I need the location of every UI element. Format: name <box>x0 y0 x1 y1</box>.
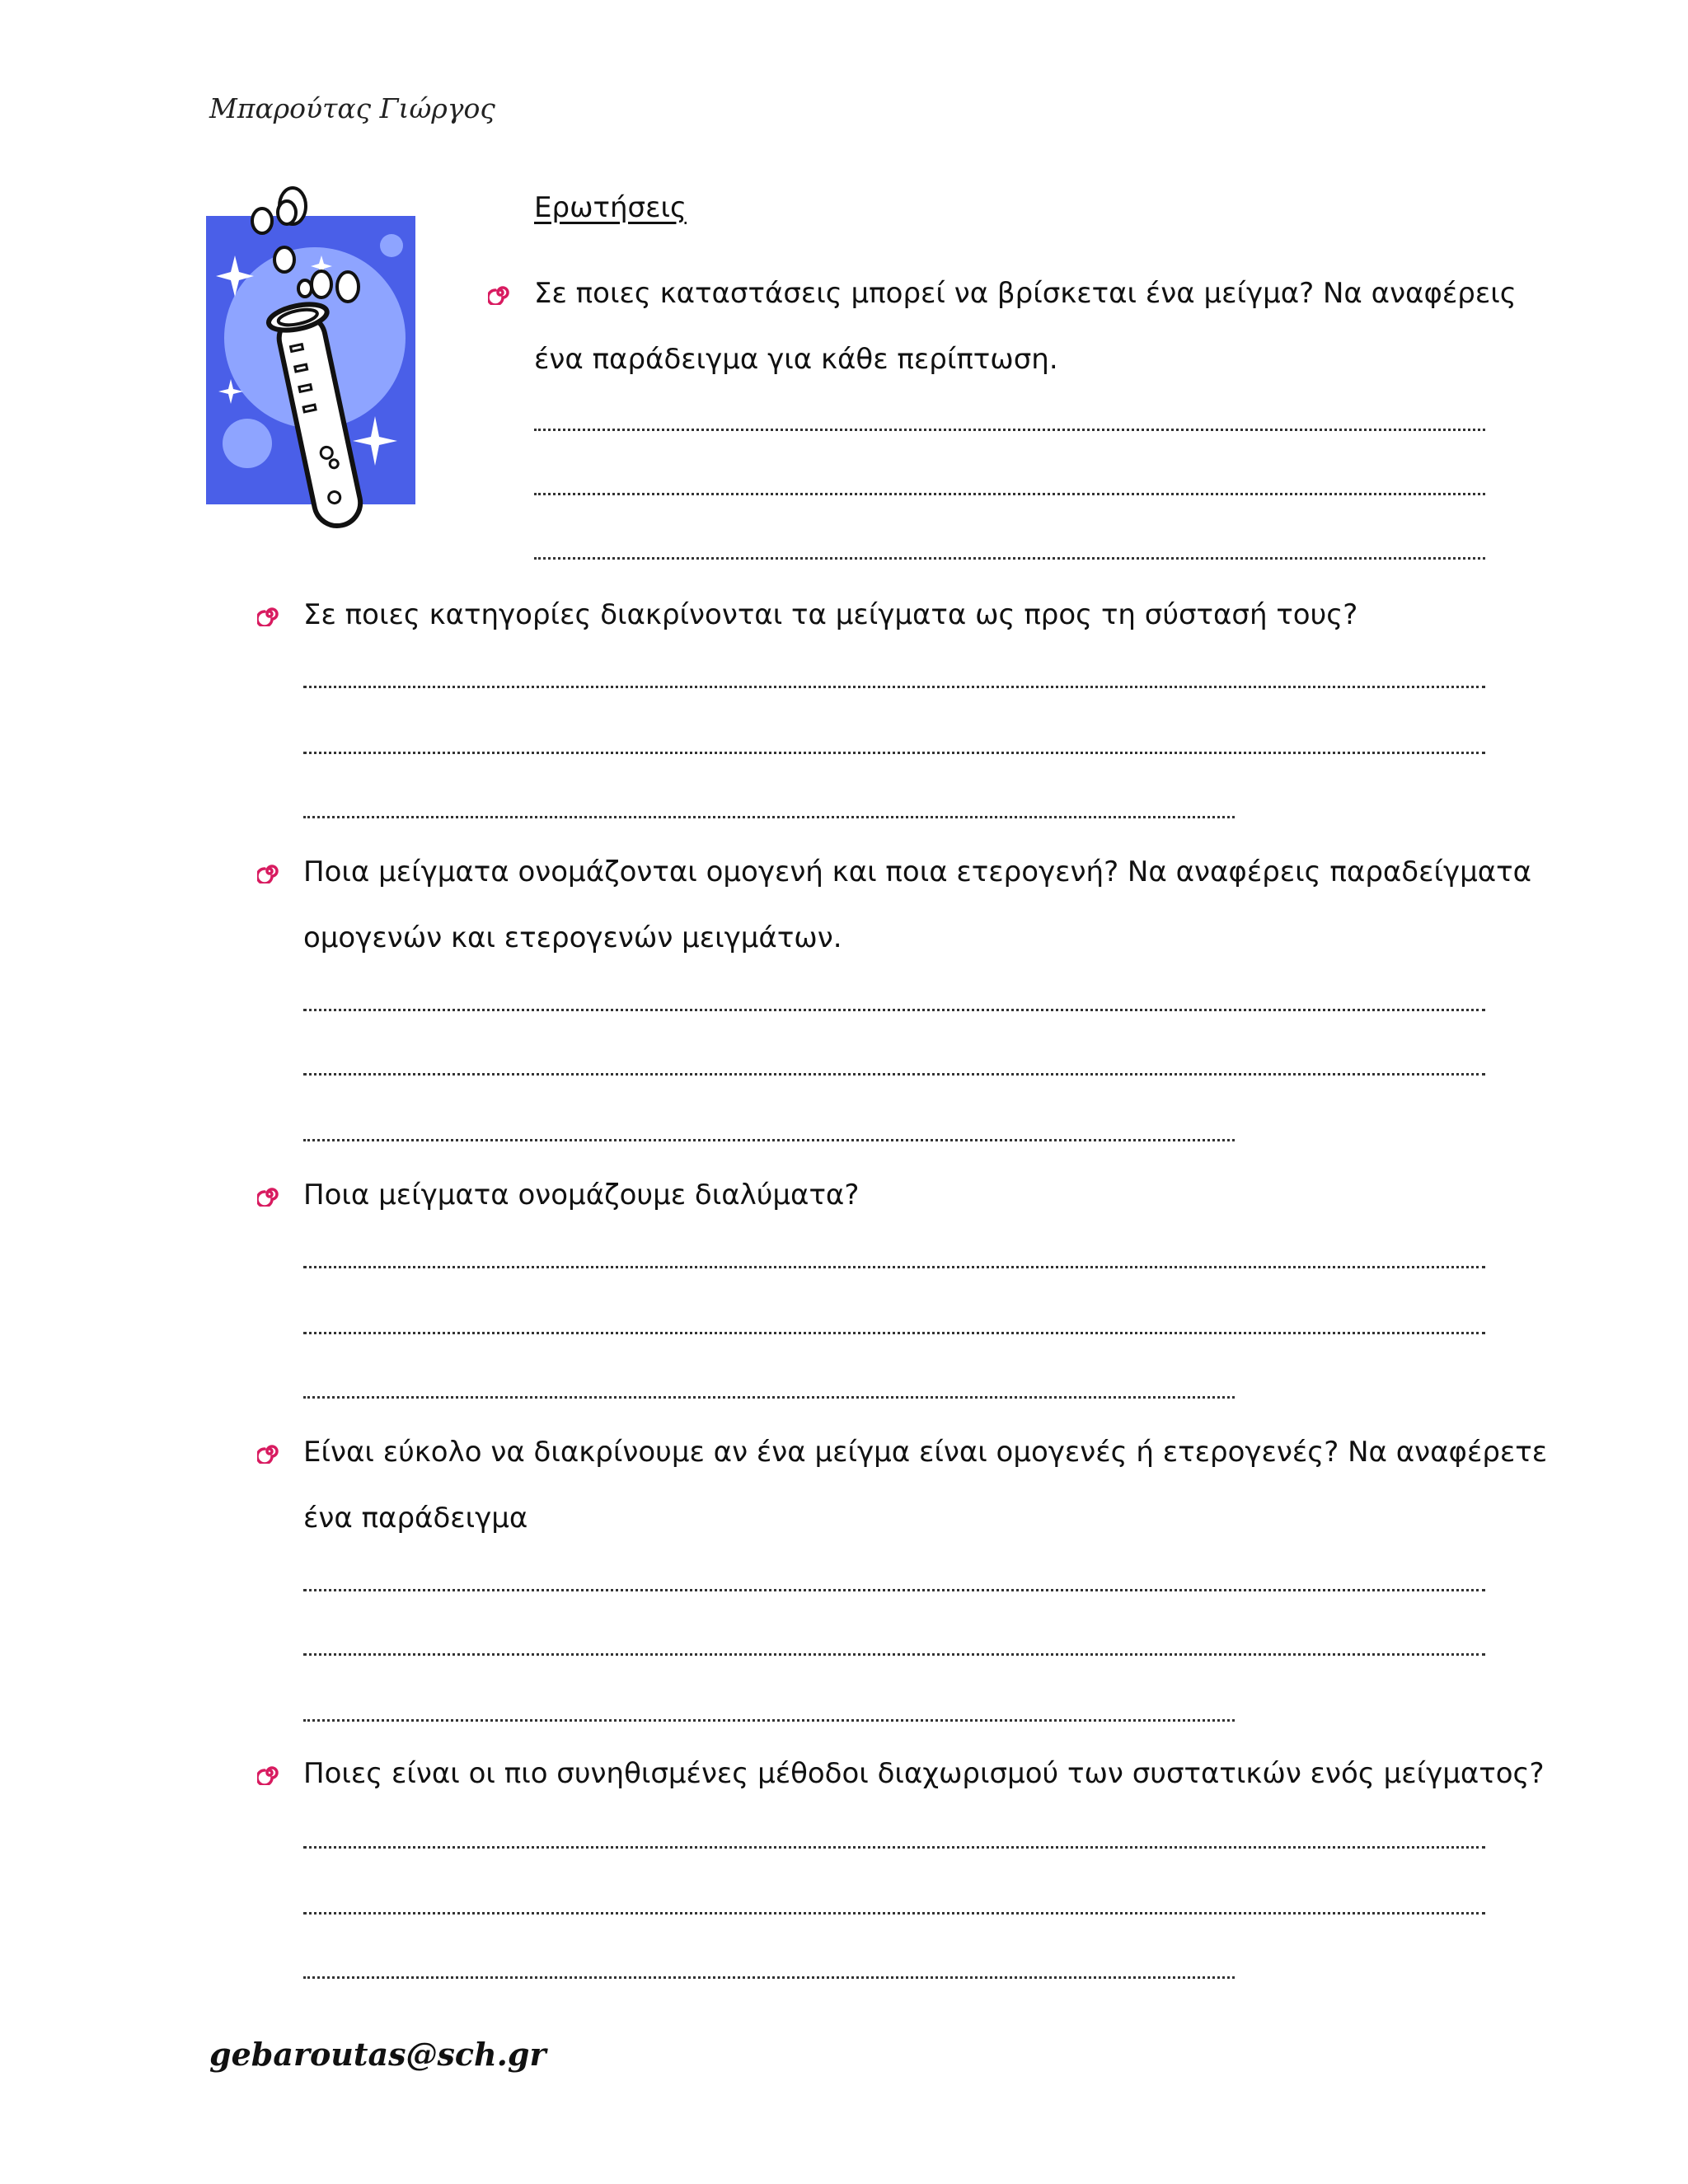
question-text-line2: ένα παράδειγμα για κάθε περίπτωση. <box>534 343 1058 376</box>
answer-line[interactable] <box>303 1719 1235 1722</box>
spiral-bullet-icon <box>257 602 282 626</box>
question-text-line2: ομογενών και ετερογενών μειγμάτων. <box>303 921 842 954</box>
question-6 <box>303 1741 1545 1807</box>
answer-line[interactable] <box>303 1332 1485 1334</box>
answer-line[interactable] <box>303 816 1235 818</box>
spiral-bullet-icon <box>257 1439 282 1464</box>
test-tube-icon <box>206 181 429 552</box>
answer-line[interactable] <box>303 1912 1485 1915</box>
answer-line[interactable] <box>303 752 1485 754</box>
answer-line[interactable] <box>534 429 1485 431</box>
answer-line[interactable] <box>303 686 1485 688</box>
answer-line[interactable] <box>303 1073 1485 1076</box>
answer-line[interactable] <box>303 1846 1485 1849</box>
spiral-bullet-icon <box>257 859 282 883</box>
answer-line[interactable] <box>534 493 1485 495</box>
question-text-line1: Είναι εύκολο να διακρίνουμε αν ένα μείγμα είναι ομογενές ή ετερογενές? Να αναφέρετε <box>303 1436 1548 1469</box>
question-2 <box>303 582 1357 648</box>
answer-line[interactable] <box>303 1266 1485 1268</box>
question-text-line1: Σε ποιες καταστάσεις μπορεί να βρίσκεται ένα μείγμα? Να αναφέρεις <box>534 277 1517 310</box>
spiral-bullet-icon <box>488 280 513 305</box>
question-text-line1: Ποια μείγματα ονομάζουμε διαλύματα? <box>303 1179 860 1212</box>
header-author: Μπαρούτας Γιώργος <box>209 92 495 124</box>
question-text-line2: ένα παράδειγμα <box>303 1502 528 1535</box>
answer-line[interactable] <box>303 1009 1485 1011</box>
question-3 <box>303 839 1531 971</box>
spiral-bullet-icon <box>257 1182 282 1207</box>
question-text-line1: Ποιες είναι οι πιο συνηθισμένες μέθοδοι διαχωρισμού των συστατικών ενός μείγματος? <box>303 1757 1545 1790</box>
section-title: Ερωτήσεις <box>534 191 687 224</box>
answer-line[interactable] <box>534 557 1485 560</box>
answer-line[interactable] <box>303 1589 1485 1591</box>
footer-email: gebaroutas@sch.gr <box>209 2036 546 2073</box>
answer-line[interactable] <box>303 1653 1485 1656</box>
question-5 <box>303 1419 1547 1551</box>
question-text-line1: Σε ποιες κατηγορίες διακρίνονται τα μείγματα ως προς τη σύστασή τους? <box>303 598 1358 631</box>
spiral-bullet-icon <box>257 1760 282 1785</box>
question-1 <box>534 260 1517 392</box>
question-text-line1: Ποια μείγματα ονομάζονται ομογενή και ποια ετερογενή? Να αναφέρεις παραδείγματα <box>303 855 1532 888</box>
answer-line[interactable] <box>303 1976 1235 1979</box>
answer-line[interactable] <box>303 1139 1235 1141</box>
question-4 <box>303 1162 859 1228</box>
answer-line[interactable] <box>303 1396 1235 1399</box>
